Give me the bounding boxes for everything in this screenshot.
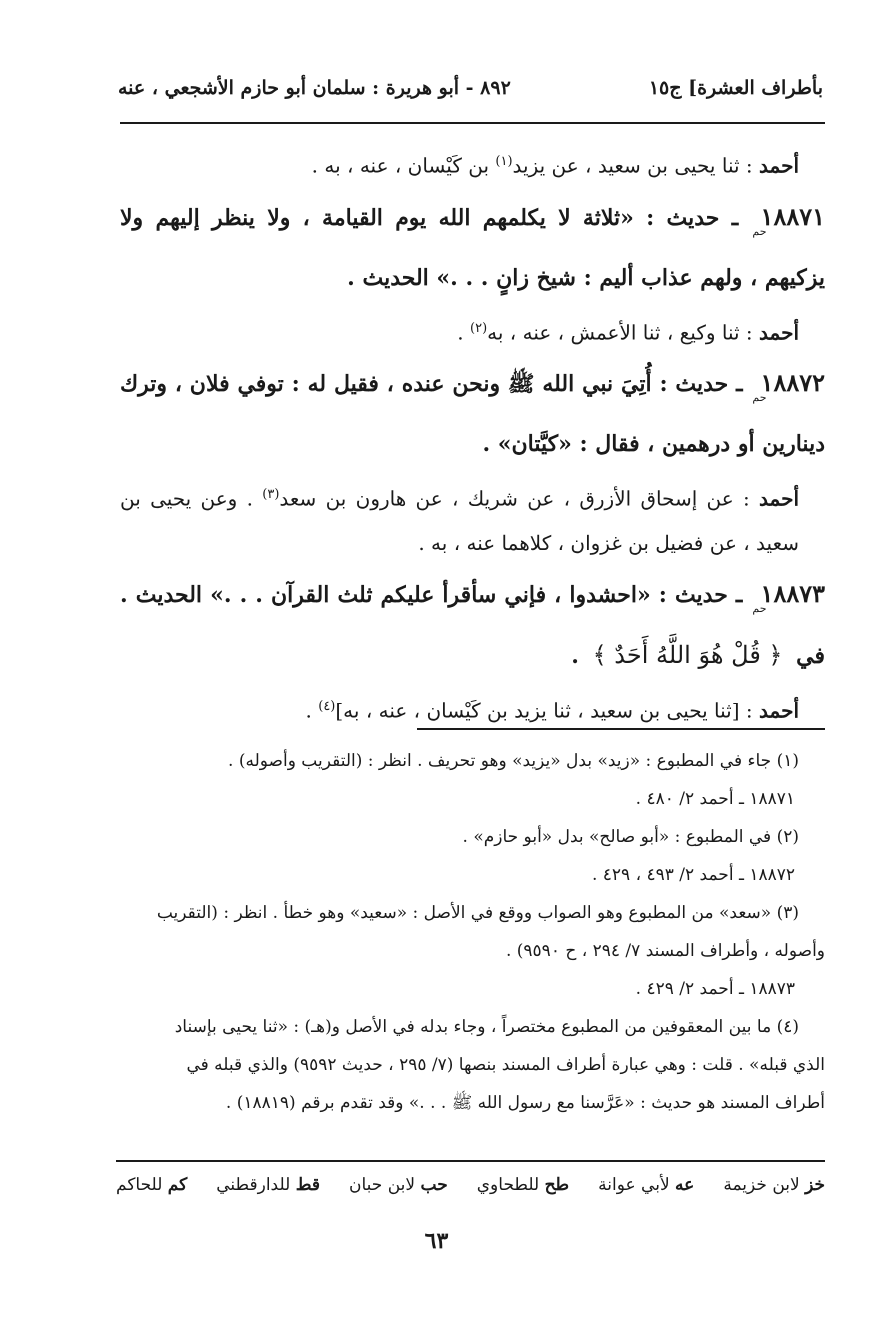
footnote-rule bbox=[417, 728, 825, 730]
footnote-ref: (٤) bbox=[318, 698, 336, 714]
hadith-number: ١٨٨٧٢ bbox=[760, 368, 825, 398]
footnote-ref: (١) bbox=[495, 154, 513, 169]
footnote-continuation: وأصوله ، وأطراف المسند ٧/ ٢٩٤ ، ح ٩٥٩٠) . bbox=[505, 941, 825, 961]
isnad-chain bbox=[120, 307, 825, 355]
hadith-entry bbox=[120, 571, 825, 679]
chain-text: : ثنا وكيع ، ثنا الأعمش ، عنه ، به bbox=[487, 320, 753, 345]
isnad-chain bbox=[120, 685, 825, 733]
source-symbol: حم bbox=[752, 224, 767, 238]
abbreviations-key bbox=[116, 1175, 825, 1195]
header-book-title: بأطراف العشرة] ج١٥ bbox=[648, 77, 823, 99]
footnote-continuation: أطراف المسند هو حديث : «عَرَّسنا مع رسول الله ﷺ . . .» وقد تقدم برقم (١٨٨١٩) . bbox=[225, 1093, 825, 1113]
source-name: أحمد bbox=[759, 153, 799, 178]
hadith-entry bbox=[120, 360, 825, 467]
hadith-text: ـ حديث : «احشدوا ، فإني سأقرأ عليكم ثلث القرآن . . .» الحديث . في bbox=[120, 581, 825, 669]
source-symbol: حم bbox=[752, 391, 767, 405]
chain-text: : ثنا يحيى بن سعيد ، عن يزيد bbox=[512, 153, 753, 178]
footnote-continuation: الذي قبله» . قلت : وهي عبارة أطراف المسند بنصها (٧/ ٢٩٥ ، حديث ٩٥٩٢) والذي قبله في bbox=[186, 1055, 825, 1075]
abbreviation-code: طح bbox=[544, 1175, 570, 1195]
abbreviation-code: قط bbox=[295, 1175, 320, 1195]
chain-text-end: . bbox=[305, 698, 319, 723]
abbreviation bbox=[216, 1175, 320, 1195]
isnad-chain bbox=[120, 140, 825, 188]
abbreviation-name: للحاكم bbox=[116, 1175, 163, 1195]
abbreviation bbox=[598, 1175, 694, 1195]
abbreviation-code: حب bbox=[420, 1175, 448, 1195]
footnote-reference: ١٨٨٧١ ـ أحمد ٢/ ٤٨٠ . bbox=[635, 789, 795, 809]
abbreviation-name: لأبي عوانة bbox=[598, 1175, 670, 1195]
source-name: أحمد bbox=[759, 698, 799, 723]
footnote-reference: ١٨٨٧٣ ـ أحمد ٢/ ٤٢٩ . bbox=[635, 979, 795, 999]
hadith-text-end: . bbox=[571, 642, 587, 669]
isnad-chain bbox=[120, 473, 825, 565]
hadith-text: ـ حديث : «ثلاثة لا يكلمهم الله يوم القيامة ، ولا ينظر إليهم ولا يزكيهم ، ولهم عذاب أليم : شيخ زانٍ . . .» الحديث . bbox=[120, 204, 825, 291]
header-rule bbox=[120, 122, 825, 124]
chain-text: : [ثنا يحيى بن سعيد ، ثنا يزيد بن كَيْسان ، عنه ، به] bbox=[335, 698, 753, 723]
abbreviation-name: لابن حبان bbox=[349, 1175, 416, 1195]
abbreviation-code: عه bbox=[675, 1175, 695, 1195]
footnote: (٢) في المطبوع : «أبو صالح» بدل «أبو حازم» . bbox=[462, 827, 799, 847]
hadith-number: ١٨٨٧٣ bbox=[760, 578, 825, 608]
source-symbol: حم bbox=[752, 601, 767, 615]
footnote: (٣) «سعد» من المطبوع وهو الصواب ووقع في الأصل : «سعيد» وهو خطأ . انظر : (التقريب bbox=[156, 903, 799, 923]
footnote-reference: ١٨٨٧٢ ـ أحمد ٢/ ٤٩٣ ، ٤٢٩ . bbox=[591, 865, 795, 885]
abbreviation-code: خز bbox=[805, 1175, 825, 1195]
footnotes bbox=[112, 742, 825, 1122]
source-name: أحمد bbox=[759, 486, 799, 511]
abbreviation-name: لابن خزيمة bbox=[723, 1175, 800, 1195]
abbreviation-name: للدارقطني bbox=[216, 1175, 291, 1195]
hadith-number: ١٨٨٧١ bbox=[760, 201, 825, 231]
footnote: (١) جاء في المطبوع : «زيد» بدل «يزيد» وهو تحريف . انظر : (التقريب وأصوله) . bbox=[228, 751, 799, 771]
footnote-ref: (٢) bbox=[470, 320, 488, 336]
chain-text-end: . bbox=[457, 320, 470, 345]
chain-text: : عن إسحاق الأزرق ، عن شريك ، عن هارون بن سعد bbox=[279, 486, 750, 511]
abbreviations-rule bbox=[116, 1160, 825, 1162]
source-name: أحمد bbox=[759, 320, 799, 345]
abbreviation-name: للطحاوي bbox=[476, 1175, 540, 1195]
main-text bbox=[120, 140, 825, 733]
abbreviation bbox=[477, 1175, 569, 1195]
abbreviation bbox=[349, 1175, 448, 1195]
footnote-ref: (٣) bbox=[262, 487, 280, 503]
chain-text-end: . وعن يحيى بن سعيد ، عن فضيل بن غزوان ، كلاهما عنه ، به . bbox=[120, 486, 799, 555]
header-chapter-title: ٨٩٢ - أبو هريرة : سلمان أبو حازم الأشجعي ، عنه bbox=[118, 77, 511, 99]
abbreviation bbox=[116, 1175, 187, 1195]
chain-text-end: بن كَيْسان ، عنه ، به . bbox=[311, 153, 496, 178]
abbreviation-code: كم bbox=[167, 1175, 188, 1195]
hadith-text: ـ حديث : أُتِيَ نبي الله ﷺ ونحن عنده ، فقيل له : توفي فلان ، وترك دينارين أو درهمين ، فقال : «كيَّتان» . bbox=[120, 371, 825, 458]
quran-verse: ﴿ قُلْ هُوَ اللَّهُ أَحَدٌ ﴾ bbox=[592, 640, 783, 669]
hadith-entry bbox=[120, 194, 825, 301]
page-number: ٦٣ bbox=[424, 1228, 449, 1254]
footnote: (٤) ما بين المعقوفين من المطبوع مختصراً ، وجاء بدله في الأصل و(هـ) : «ثنا يحيى بإسناد bbox=[174, 1017, 799, 1037]
abbreviation bbox=[723, 1175, 825, 1195]
running-header bbox=[118, 68, 823, 108]
